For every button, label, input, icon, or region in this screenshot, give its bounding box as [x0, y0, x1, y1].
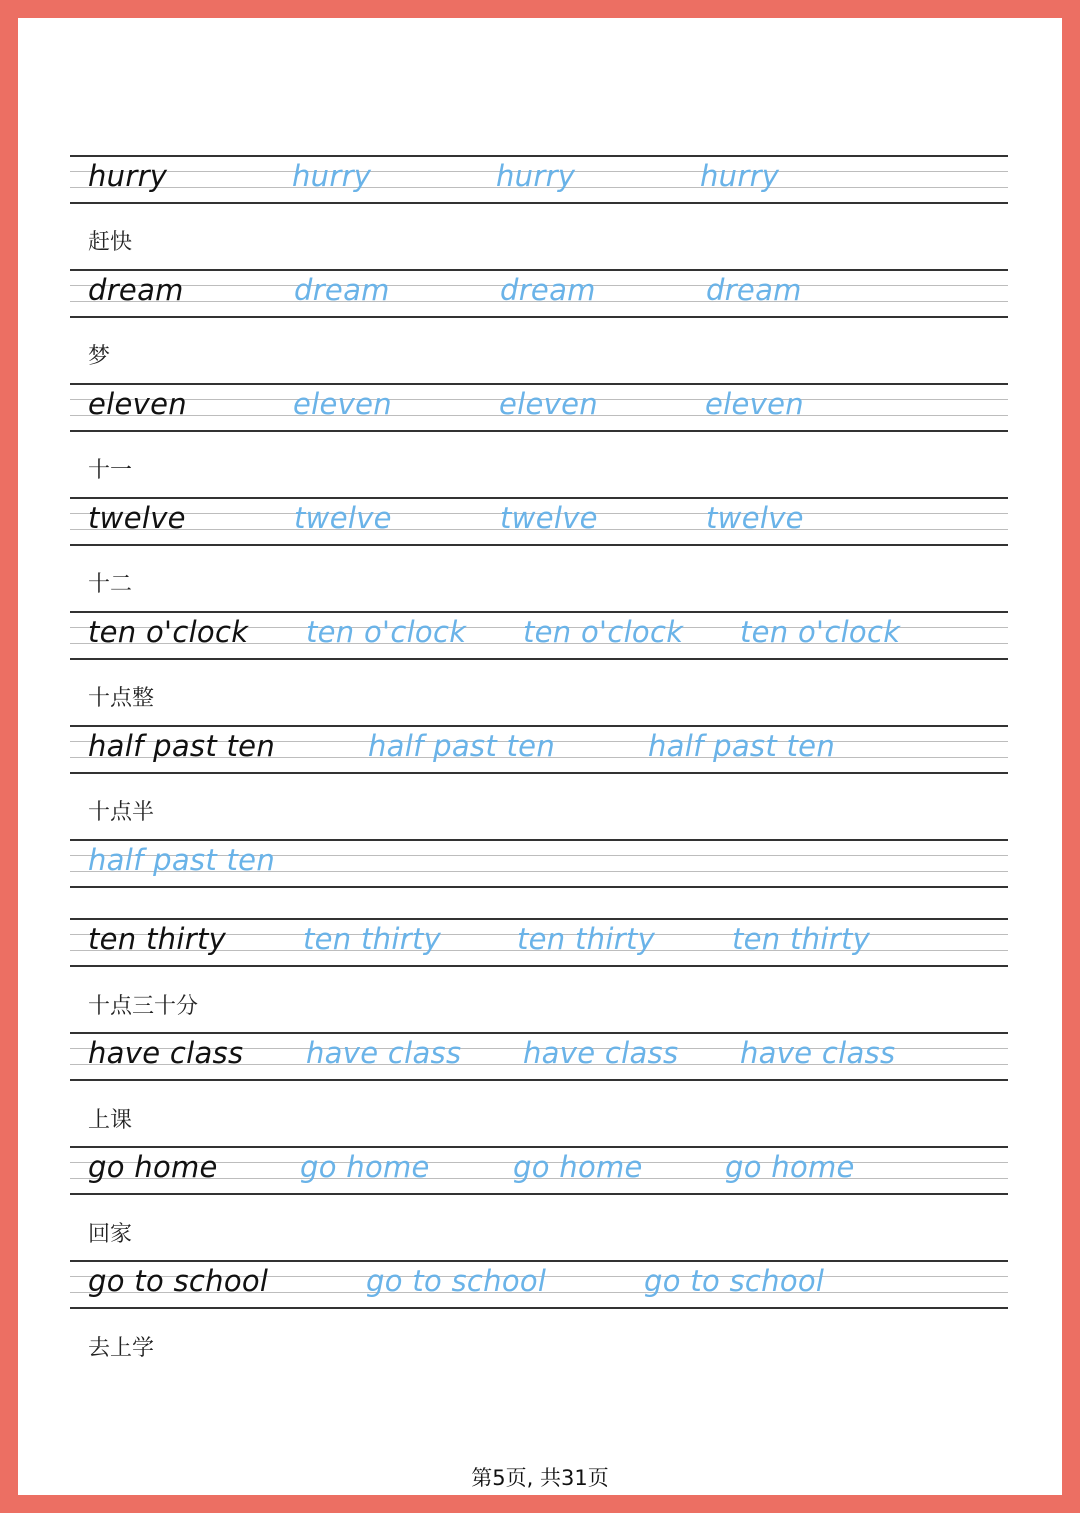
model-word: ten thirty	[88, 922, 227, 956]
model-word: go to school	[88, 1264, 269, 1298]
trace-word: ten o'clock	[306, 615, 467, 649]
writing-row-have-class	[70, 1032, 1008, 1080]
trace-word: ten o'clock	[740, 615, 901, 649]
trace-word: go home	[300, 1150, 430, 1184]
trace-word: twelve	[500, 501, 598, 535]
trace-word: twelve	[294, 501, 392, 535]
trace-word: have class	[306, 1036, 462, 1070]
model-word: ten o'clock	[88, 615, 249, 649]
model-word: eleven	[88, 387, 187, 421]
model-word: half past ten	[88, 729, 276, 763]
trace-word: go to school	[366, 1264, 547, 1298]
page-number: 第5页, 共31页	[471, 1466, 609, 1490]
trace-word: ten o'clock	[523, 615, 684, 649]
chinese-meaning: 十二	[88, 572, 133, 597]
trace-word: dream	[706, 273, 802, 307]
trace-word: eleven	[705, 387, 804, 421]
writing-row-go-to-school	[70, 1260, 1008, 1308]
trace-word: go home	[725, 1150, 855, 1184]
trace-word: ten thirty	[732, 922, 871, 956]
chinese-meaning: 十一	[88, 458, 133, 483]
trace-word: ten thirty	[303, 922, 442, 956]
worksheet-page	[18, 18, 1062, 1495]
model-word: twelve	[88, 501, 186, 535]
trace-word: twelve	[706, 501, 804, 535]
writing-row-twelve	[70, 497, 1008, 545]
trace-word: hurry	[496, 159, 576, 193]
trace-word: have class	[740, 1036, 896, 1070]
chinese-meaning: 上课	[88, 1108, 133, 1133]
writing-row-eleven	[70, 383, 1008, 431]
model-word: go home	[88, 1150, 218, 1184]
trace-word: go home	[513, 1150, 643, 1184]
writing-row-half-past-ten-continued	[70, 839, 1008, 887]
writing-row-ten-thirty	[70, 918, 1008, 966]
model-word: dream	[88, 273, 184, 307]
chinese-meaning: 去上学	[88, 1336, 155, 1361]
trace-word: half past ten	[88, 843, 276, 877]
trace-word: hurry	[292, 159, 372, 193]
trace-word: have class	[523, 1036, 679, 1070]
trace-word: eleven	[293, 387, 392, 421]
trace-word: dream	[294, 273, 390, 307]
trace-word: hurry	[700, 159, 780, 193]
chinese-meaning: 回家	[88, 1222, 133, 1247]
chinese-meaning: 梦	[88, 344, 111, 369]
chinese-meaning: 十点三十分	[88, 994, 199, 1019]
writing-row-ten-oclock	[70, 611, 1008, 659]
trace-word: go to school	[644, 1264, 825, 1298]
model-word: hurry	[88, 159, 168, 193]
trace-word: eleven	[499, 387, 598, 421]
trace-word: half past ten	[648, 729, 836, 763]
chinese-meaning: 十点半	[88, 800, 155, 825]
trace-word: ten thirty	[517, 922, 656, 956]
trace-word: half past ten	[368, 729, 556, 763]
writing-row-dream	[70, 269, 1008, 317]
chinese-meaning: 十点整	[88, 686, 155, 711]
writing-row-hurry	[70, 155, 1008, 203]
trace-word: dream	[500, 273, 596, 307]
writing-row-half-past-ten	[70, 725, 1008, 773]
writing-row-go-home	[70, 1146, 1008, 1194]
chinese-meaning: 赶快	[88, 230, 133, 255]
model-word: have class	[88, 1036, 244, 1070]
